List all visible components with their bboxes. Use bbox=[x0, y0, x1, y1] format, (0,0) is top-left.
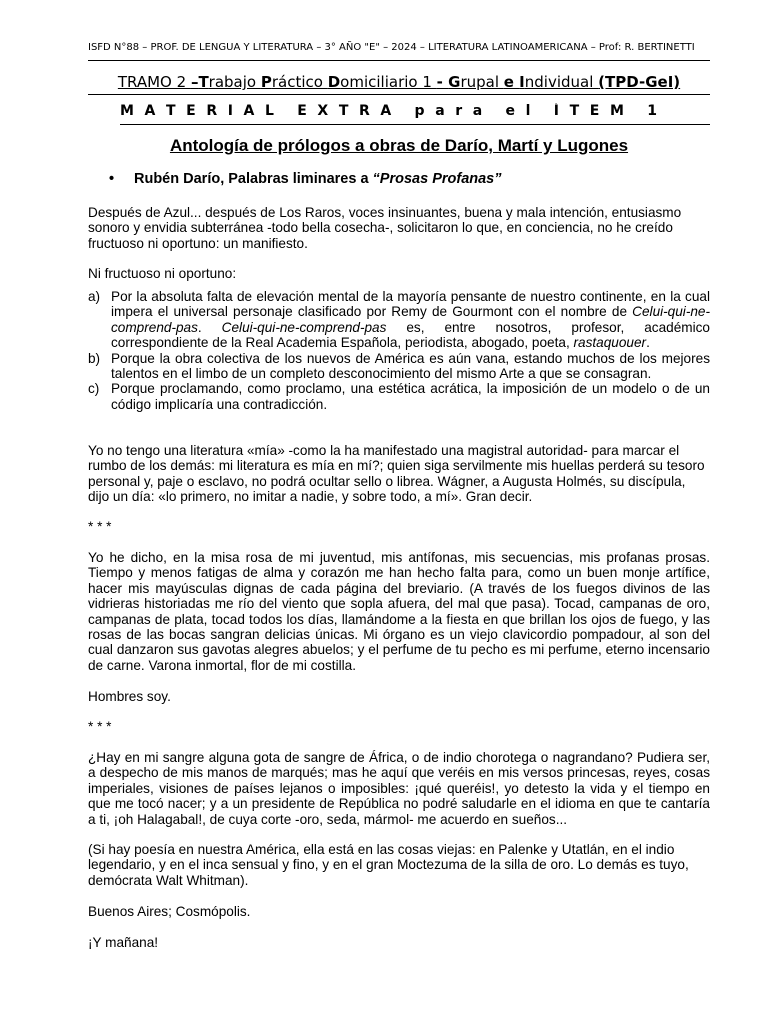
material-letter: T bbox=[569, 103, 580, 119]
tramo-word-grupal: rupal bbox=[460, 73, 504, 91]
material-extra-banner bbox=[120, 103, 710, 123]
material-letter: T bbox=[338, 103, 349, 119]
material-letter: E bbox=[589, 103, 600, 119]
list-item-italic: Celui-qui-ne-comprend-pas bbox=[111, 304, 710, 335]
bullet-icon: • bbox=[109, 171, 115, 187]
material-divider bbox=[120, 124, 710, 125]
paragraph-1: Después de Azul... después de Los Raros, voces insinuantes, buena y mala intención, entusiasmo sonoro y envidia subterránea -todo bella cosecha-, solicitaron lo que, en conciencia, no he creído fructuoso ni oportuno: un manifiesto. bbox=[88, 205, 682, 251]
material-letter: Í bbox=[553, 103, 559, 119]
material-letter: A bbox=[144, 103, 156, 119]
list-item-label: b) bbox=[88, 350, 101, 366]
section-break: * * * bbox=[88, 719, 112, 734]
material-letter: a bbox=[435, 103, 445, 119]
material-letter: L bbox=[264, 103, 274, 119]
section-lead: Rubén Darío, Palabras liminares a bbox=[134, 171, 373, 187]
paragraph-2: Ni fructuoso ni oportuno: bbox=[88, 266, 237, 281]
material-letter: R bbox=[206, 103, 218, 119]
paragraph-9: ¡Y mañana! bbox=[88, 935, 159, 950]
list-item-text: . bbox=[197, 319, 222, 335]
material-letter: X bbox=[317, 103, 329, 119]
running-header: ISFD N°88 – PROF. DE LENGUA Y LITERATURA – 3° AÑO "E" – 2024 – LITERATURA LATINOAMERICANA – Prof: R. BERTINETTI bbox=[88, 42, 695, 53]
paragraph-5: Hombres soy. bbox=[88, 689, 171, 704]
material-letter: r bbox=[455, 103, 463, 119]
material-letter: M bbox=[609, 103, 624, 119]
material-letter: T bbox=[165, 103, 176, 119]
material-letter: 1 bbox=[647, 103, 657, 119]
material-letter: I bbox=[227, 103, 233, 119]
list-item-text: Por la absoluta falta de elevación mental de la mayoría pensante de nuestro continente, en la cual impera el universal personaje clasificado por Remy de Gourmont con el nombre de bbox=[111, 289, 710, 320]
material-letter: A bbox=[380, 103, 392, 119]
paragraph-7: (Si hay poesía en nuestra América, ella está en las cosas viejas: en Palenke y Utatlán, en el indio legendario, y en el inca sensual y fino, y en el gran Moctezuma de la silla de oro. Lo demás es tuyo, demócrata Walt Whitman). bbox=[88, 842, 689, 888]
tramo-initial-i: I bbox=[519, 73, 525, 91]
list-item-text: Porque proclamando, como proclamo, una estética acrática, la imposición de un modelo o de un código implicaría una contradicción. bbox=[111, 381, 710, 412]
tramo-dash: – bbox=[190, 73, 199, 91]
list-item-text: es, entre nosotros, profesor, académico correspondiente de la Real Academia Española, periodista, abogado, poeta, bbox=[111, 319, 710, 351]
tramo-code: (TPD-GeI) bbox=[598, 73, 681, 91]
list-item-text: Porque la obra colectiva de los nuevos de América es aún vana, estando muchos de los mejores talentos en el limbo de un completo desconocimiento del mismo Arte a que se consagran. bbox=[111, 350, 710, 382]
list-item-label: c) bbox=[88, 381, 100, 397]
material-letter: p bbox=[414, 103, 425, 119]
section-work-title: “Prosas Profanas” bbox=[372, 171, 502, 187]
tramo-conjunction: e bbox=[503, 73, 520, 91]
tramo-word-individual: ndividual bbox=[524, 73, 599, 91]
tramo-prefix: TRAMO 2 bbox=[117, 73, 191, 91]
paragraph-6: ¿Hay en mi sangre alguna gota de sangre de África, o de indio chorotega o nagrandano? Pudiera ser, a despecho de mis manos de marqués; mas he aquí que veréis en mis versos princesas, reyes, cosas imperiales, visiones de países lejanos o imposibles: ¡qué queréis!, yo detesto la vida y el tiempo en que me tocó nacer; y a un presidente de República no podré saludarle en el idioma en que te cantaría a ti, ¡oh Halagabal!, de cuya corte -oro, seda, mármol- me acuerdo en sueños... bbox=[88, 750, 710, 827]
assignment-heading bbox=[88, 73, 710, 91]
tramo-initial-t: T bbox=[198, 73, 209, 91]
tramo-initial-d: D bbox=[327, 73, 341, 91]
material-letter: l bbox=[525, 103, 531, 119]
list-item-text: . bbox=[646, 335, 650, 351]
section-break: * * * bbox=[88, 519, 112, 534]
tramo-word-domiciliario: omiciliario 1 bbox=[340, 73, 437, 91]
material-letter: E bbox=[297, 103, 307, 119]
paragraph-4: Yo he dicho, en la misa rosa de mi juventud, mis antífonas, mis secuencias, mis profanas prosas. Tiempo y menos fatigas de alma y corazón me han hecho falta para, como un buen monje artífice, hacer mis mayúsculas dignas de cada página del breviario. (A través de los fuegos divinos de las vidrieras historiadas me río del viento que sopla afuera, del mal que pasa). Tocad, campanas de oro, campanas de plata, tocad todos los días, llamándome a la fiesta en que brillan los ojos de fuego, y las rosas de las bocas sangran delicias únicas. Mi órgano es un viejo clavicordio pompadour, al son del cual danzaron sus gavotas alegres abuelos; y el perfume de tu pecho es mi perfume, eterno incensario de carne. Varona inmortal, flor de mi costilla. bbox=[88, 550, 710, 673]
paragraph-3: Yo no tengo una literatura «mía» -como la ha manifestado una magistral autoridad- para marcar el rumbo de los demás: mi literatura es mía en mí?; quien siga servilmente mis huellas perderá su tesoro personal y, paje o esclavo, no podrá ocultar sello o librea. Wágner, a Augusta Holmés, su discípula, dijo un día: «lo primero, no imitar a nadie, y sobre todo, a mí». Gran decir. bbox=[88, 443, 705, 505]
list-item-italic: Celui-qui-ne-comprend-pas bbox=[221, 319, 387, 335]
header-divider bbox=[88, 60, 710, 61]
list-item-label: a) bbox=[88, 289, 101, 304]
material-letter: e bbox=[505, 103, 516, 119]
tramo-initial-p: P bbox=[260, 73, 272, 91]
material-letter: M bbox=[120, 103, 134, 119]
list-item-italic: rastaquouer bbox=[573, 335, 647, 351]
list-item bbox=[88, 289, 710, 351]
paragraph-8: Buenos Aires; Cosmópolis. bbox=[88, 904, 251, 919]
tramo-separator: - bbox=[436, 73, 449, 91]
material-letter: A bbox=[243, 103, 255, 119]
anthology-title: Antología de prólogos a obras de Darío, Martí y Lugones bbox=[169, 136, 629, 155]
list-item bbox=[88, 351, 710, 382]
tramo-word-practico: ráctico bbox=[271, 73, 328, 91]
material-letter: E bbox=[186, 103, 196, 119]
reasons-list bbox=[88, 289, 710, 412]
tramo-initial-g: G bbox=[448, 73, 461, 91]
heading-divider bbox=[88, 94, 710, 95]
material-letter: a bbox=[472, 103, 483, 119]
list-item bbox=[88, 381, 710, 412]
material-letter: R bbox=[358, 103, 370, 119]
tramo-word-trabajo: rabajo bbox=[208, 73, 261, 91]
